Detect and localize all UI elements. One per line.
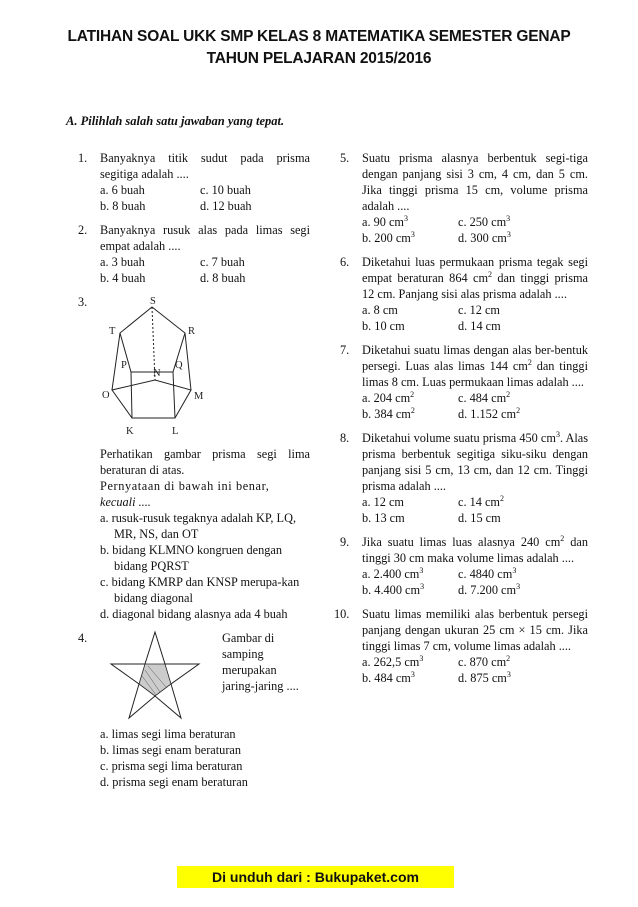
question-10 <box>334 606 588 686</box>
option-a[interactable]: a. 2.400 $cm^3$ <box>362 565 424 581</box>
option-b[interactable]: b. 4.400 $cm^3$ <box>362 581 425 597</box>
question-stem: Jika suatu limas luas alasnya 240 $cm^2$ dan tinggi 30 cm maka volume limas adalah .... <box>362 533 588 565</box>
option-d[interactable]: d. 7.200 $cm^3$ <box>458 581 521 597</box>
option-b[interactable]: b. 200 $cm^3$ <box>362 229 415 245</box>
vertex-label-m: M <box>194 391 204 402</box>
option-b[interactable]: b. 10 cm <box>362 319 405 333</box>
option-d[interactable]: d. diagonal bidang alasnya ada 4 buah <box>100 607 288 621</box>
options <box>362 302 588 334</box>
option-a[interactable]: a. 90 $cm^3$ <box>362 213 409 229</box>
question-number: 1. <box>78 151 88 165</box>
option-b[interactable]: b. bidang KLMNO kongruen dengan bidang PQRST <box>100 543 283 573</box>
option-d[interactable]: d. 14 cm <box>458 319 501 333</box>
question-stem-3: kecuali .... <box>100 495 151 509</box>
question-stem: Perhatikan gambar prisma segi lima beraturan di atas. <box>100 447 310 477</box>
option-d[interactable]: d. 1.152 $cm^2$ <box>458 405 521 421</box>
question-4 <box>78 630 310 790</box>
vertex-label-o: O <box>102 390 110 401</box>
question-number: 2. <box>78 223 88 237</box>
option-b[interactable]: b. limas segi enam beraturan <box>100 743 242 757</box>
option-c[interactable]: c. bidang KMRP dan KNSP merupa-kan bidang diagonal <box>100 575 300 605</box>
option-d[interactable]: d. 875 $cm^3$ <box>458 669 511 685</box>
options <box>100 254 310 286</box>
question-number: 6. <box>340 255 350 269</box>
question-stem: Suatu prisma alasnya berbentuk segi-tiga dengan panjang sisi 3 cm, 4 cm, dan 5 cm. Jika tinggi prisma 15 cm, volume prisma adalah .... <box>362 151 588 213</box>
option-b[interactable]: b. 8 buah <box>100 199 146 213</box>
title-line-2: TAHUN PELAJARAN 2015/2016 <box>206 50 432 67</box>
question-number: 7. <box>340 343 350 357</box>
option-c[interactable]: c. 12 cm <box>458 303 501 317</box>
options <box>100 726 310 790</box>
option-a[interactable]: a. limas segi lima beraturan <box>100 727 236 741</box>
option-a[interactable]: a. rusuk-rusuk tegaknya adalah KP, LQ, MR, NS, dan OT <box>100 511 297 541</box>
pentagonal-prism-figure <box>100 294 240 442</box>
right-column <box>334 150 589 694</box>
option-d[interactable]: d. 300 $cm^3$ <box>458 229 511 245</box>
question-number: 9. <box>340 535 350 549</box>
question-stem: Banyaknya rusuk alas pada limas segi empat adalah .... <box>100 223 310 253</box>
question-stem: Diketahui suatu limas dengan alas ber-bentuk persegi. Luas alas limas 144 $cm^2$ dan tinggi limas 8 cm. Luas permukaan limas adalah .... <box>362 343 588 389</box>
option-b[interactable]: b. 4 buah <box>100 271 146 285</box>
star-net-figure <box>100 630 220 726</box>
download-source-banner: Di unduh dari : Bukupaket.com <box>177 866 454 888</box>
vertex-label-l: L <box>172 426 179 437</box>
option-a[interactable]: a. 6 buah <box>100 183 145 197</box>
option-b[interactable]: b. 13 cm <box>362 511 405 525</box>
section-heading: A. Pilihlah salah satu jawaban yang tepat. <box>66 114 285 128</box>
vertex-label-k: K <box>126 426 134 437</box>
options <box>362 566 588 598</box>
vertex-label-t: T <box>109 326 116 337</box>
question-5 <box>340 150 588 246</box>
option-a[interactable]: a. 262,5 $cm^3$ <box>362 653 424 669</box>
option-a[interactable]: a. 204 $cm^2$ <box>362 389 415 405</box>
option-c[interactable]: c. 870 $cm^2$ <box>458 653 511 669</box>
options <box>362 494 588 526</box>
options <box>362 214 588 246</box>
options <box>100 182 310 214</box>
question-2 <box>78 222 310 286</box>
option-a[interactable]: a. 12 cm <box>362 495 405 509</box>
prism-bottom-face <box>112 380 191 418</box>
question-4-row <box>100 630 310 726</box>
vertex-label-r: R <box>188 326 196 337</box>
question-8 <box>340 430 588 526</box>
options <box>362 390 588 422</box>
question-9 <box>340 534 588 598</box>
option-c[interactable]: c. 14 $cm^2$ <box>458 493 505 509</box>
question-stem: Diketahui volume suatu prisma 450 $cm^3$. Alas prisma berbentuk segitiga siku-siku dengan panjang sisi 5 cm, 13 cm, dan 12 cm. Tinggi prisma adalah .... <box>362 429 589 493</box>
option-d[interactable]: d. 12 buah <box>200 199 252 213</box>
option-b[interactable]: b. 384 $cm^2$ <box>362 405 415 421</box>
option-d[interactable]: d. 8 buah <box>200 271 246 285</box>
option-a[interactable]: a. 3 buah <box>100 255 145 269</box>
question-7 <box>340 342 588 422</box>
question-6 <box>340 254 588 334</box>
question-stem-2: Pernyataan di bawah ini benar, <box>100 479 270 493</box>
vertex-label-q: Q <box>175 360 183 371</box>
question-number: 4. <box>78 631 88 645</box>
option-a[interactable]: a. 8 cm <box>362 303 398 317</box>
vertex-label-n: N <box>153 368 161 379</box>
question-number: 5. <box>340 151 350 165</box>
option-c[interactable]: c. 10 buah <box>200 183 251 197</box>
option-d[interactable]: d. 15 cm <box>458 511 501 525</box>
vertex-label-s: S <box>150 296 156 307</box>
pentagon-base <box>139 664 171 696</box>
option-b[interactable]: b. 484 $cm^3$ <box>362 669 415 685</box>
option-d[interactable]: d. prisma segi enam beraturan <box>100 775 248 789</box>
question-number: 10. <box>334 607 350 621</box>
question-stem: Banyaknya titik sudut pada prisma segitiga adalah .... <box>100 151 310 181</box>
vertex-label-p: P <box>121 360 127 371</box>
options <box>100 510 310 622</box>
title-line-1: LATIHAN SOAL UKK SMP KELAS 8 MATEMATIKA SEMESTER GENAP <box>67 28 571 45</box>
question-number: 8. <box>340 431 350 445</box>
question-number: 3. <box>78 295 88 309</box>
left-column <box>78 150 310 798</box>
option-c[interactable]: c. 4840 $cm^3$ <box>458 565 517 581</box>
question-stem: Suatu limas memiliki alas berbentuk persegi panjang dengan ukuran 25 cm × 15 cm. Jika tinggi limas 7 cm, volume limas adalah .... <box>362 607 588 653</box>
question-stem: Gambar di samping merupakan jaring-jaring .... <box>222 631 299 693</box>
option-c[interactable]: c. 7 buah <box>200 255 245 269</box>
option-c[interactable]: c. 250 $cm^3$ <box>458 213 511 229</box>
question-stem: Diketahui luas permukaan prisma tegak segi empat beraturan 864 $cm^2$ dan tinggi prisma 12 cm. Panjang sisi alas prisma adalah .... <box>362 255 588 301</box>
option-c[interactable]: c. 484 $cm^2$ <box>458 389 511 405</box>
question-3 <box>78 294 310 622</box>
question-1 <box>78 150 310 214</box>
options <box>362 654 588 686</box>
option-c[interactable]: c. prisma segi lima beraturan <box>100 759 243 773</box>
